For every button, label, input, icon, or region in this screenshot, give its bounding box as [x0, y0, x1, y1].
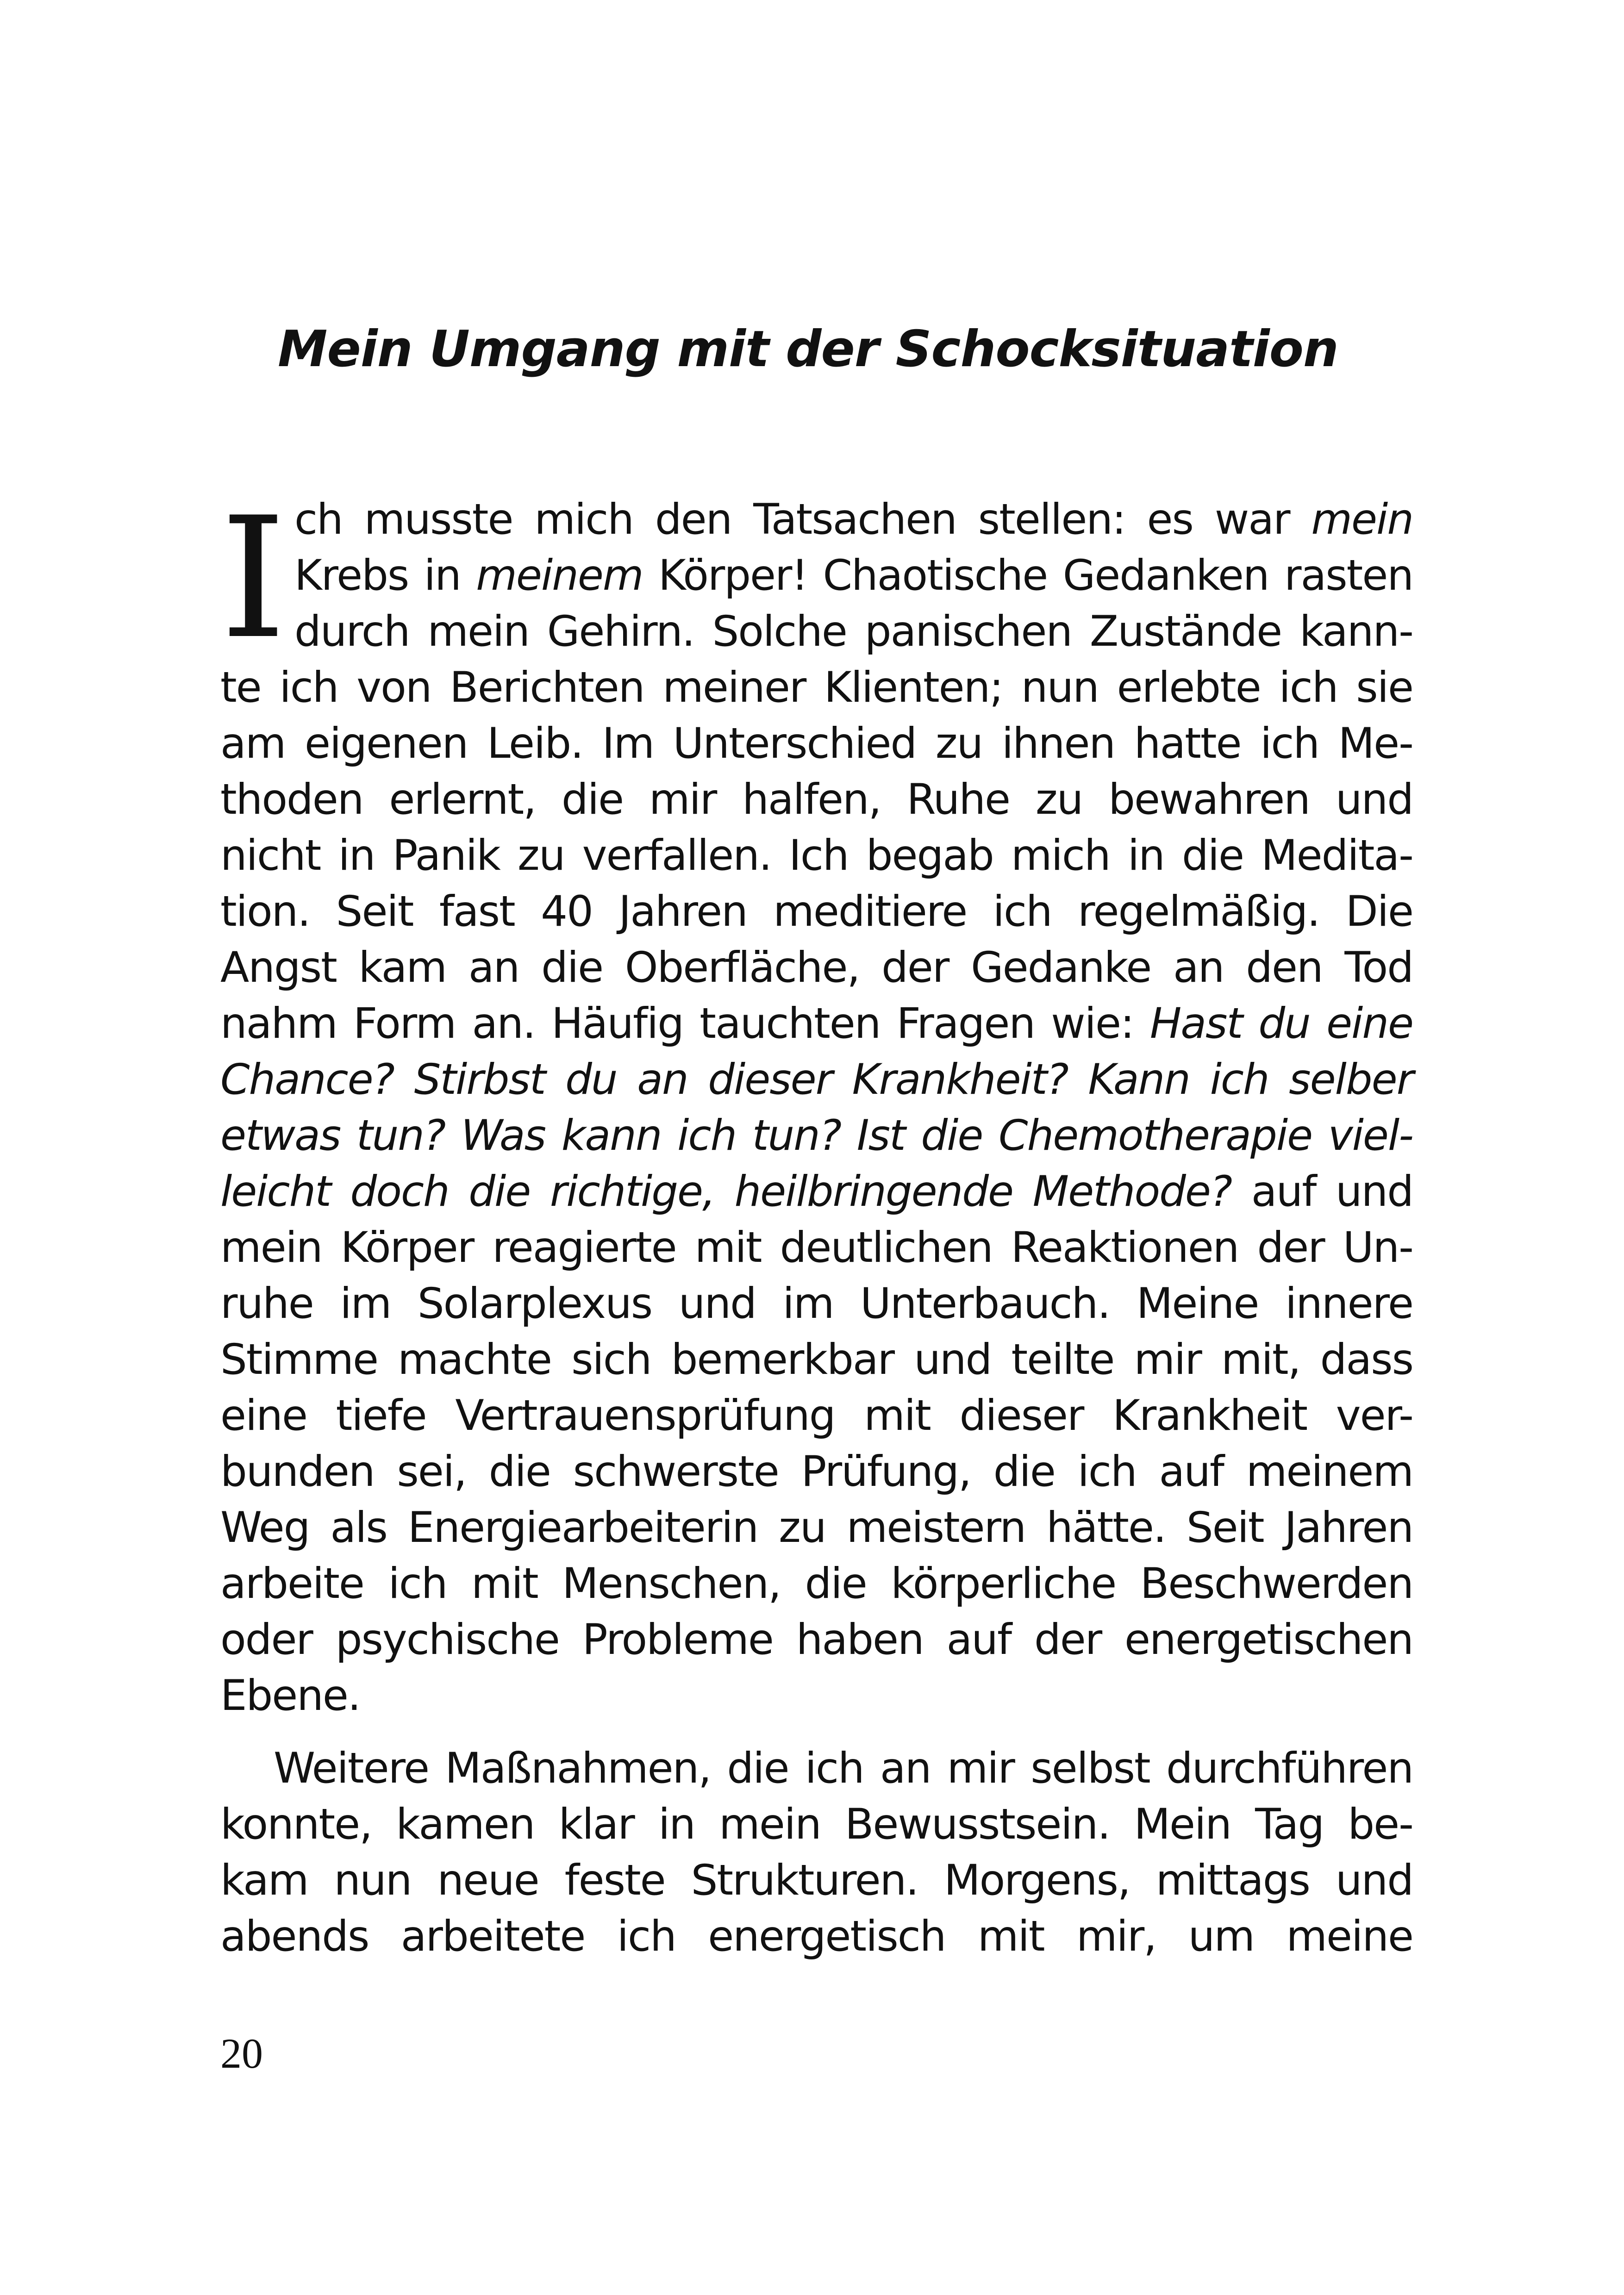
body-text [220, 481, 1413, 1964]
paragraph [220, 1740, 1413, 1964]
text-line [220, 940, 1413, 996]
text-line [220, 548, 1413, 604]
text-line [220, 996, 1413, 1052]
text-run: tion. Seit fast 40 Jahren meditiere ich regelmäßig. Die [220, 887, 1413, 936]
text-line [220, 828, 1413, 884]
text-run: arbeite ich mit Menschen, die körperliche Beschwerden [220, 1559, 1413, 1608]
text-line [220, 1796, 1413, 1852]
italic-text: meinem [476, 551, 643, 600]
text-run: ch musste mich den Tatsachen stellen: es war [294, 495, 1312, 544]
text-run: Weg als Energiearbeiterin zu meistern hätte. Seit Jahren [220, 1503, 1413, 1552]
text-line [220, 492, 1413, 548]
text-line [220, 604, 1413, 660]
paragraph [220, 481, 1413, 1724]
text-line [220, 1740, 1413, 1796]
text-run: abends arbeitete ich energetisch mit mir, um meine [220, 1912, 1413, 1961]
text-line [220, 1556, 1413, 1612]
text-line [220, 1908, 1413, 1964]
chapter-heading: Mein Umgang mit der Schocksituation [278, 320, 1338, 378]
text-run: am eigenen Leib. Im Unterschied zu ihnen hatte ich Me- [220, 719, 1413, 768]
text-run: Ebene. [220, 1671, 360, 1720]
text-line [220, 1332, 1413, 1388]
text-run: Angst kam an die Oberfläche, der Gedanke an den Tod [220, 943, 1413, 992]
text-run: nahm Form an. Häufig tauchten Fragen wie: [220, 999, 1150, 1048]
text-run: Weitere Maßnahmen, die ich an mir selbst durchführen [274, 1744, 1413, 1793]
text-line [220, 1220, 1413, 1276]
text-run: kam nun neue feste Strukturen. Morgens, mittags und [220, 1856, 1413, 1905]
text-run: Körper! Chaotische Gedanken rasten [643, 551, 1413, 600]
text-line [220, 660, 1413, 716]
text-line [220, 716, 1413, 772]
page-number: 20 [220, 2030, 263, 2077]
text-line [220, 1852, 1413, 1908]
italic-text: etwas tun? Was kann ich tun? Ist die Chemotherapie viel- [220, 1111, 1413, 1160]
text-run: durch mein Gehirn. Solche panischen Zustände kann- [294, 607, 1413, 656]
text-line [220, 1164, 1413, 1220]
italic-text: Hast du eine [1149, 999, 1413, 1048]
text-run: Stimme machte sich bemerkbar und teilte mir mit, dass [220, 1335, 1413, 1384]
text-run: oder psychische Probleme haben auf der energetischen [220, 1615, 1413, 1664]
drop-cap: I [220, 481, 287, 675]
paragraph-gap [220, 1724, 1413, 1740]
text-run: thoden erlernt, die mir halfen, Ruhe zu bewahren und [220, 775, 1413, 824]
italic-text: leicht doch die richtige, heilbringende Methode? [220, 1167, 1232, 1216]
text-line [220, 1500, 1413, 1556]
text-run: Krebs in [294, 551, 476, 600]
text-line [220, 1612, 1413, 1668]
text-line [220, 1276, 1413, 1332]
text-run: konnte, kamen klar in mein Bewusstsein. Mein Tag be- [220, 1800, 1413, 1849]
text-line [220, 1388, 1413, 1444]
text-run: te ich von Berichten meiner Klienten; nun erlebte ich sie [220, 663, 1413, 712]
text-line [220, 1668, 1413, 1724]
text-line [220, 1052, 1413, 1108]
text-line [220, 1108, 1413, 1164]
text-line [220, 884, 1413, 940]
text-run: auf und [1231, 1167, 1413, 1216]
text-run: ruhe im Solarplexus und im Unterbauch. Meine innere [220, 1279, 1413, 1328]
text-run: eine tiefe Vertrauensprüfung mit dieser Krankheit ver- [220, 1391, 1413, 1440]
text-run: nicht in Panik zu verfallen. Ich begab mich in die Medita- [220, 831, 1413, 880]
text-run: mein Körper reagierte mit deutlichen Reaktionen der Un- [220, 1223, 1413, 1272]
italic-text: mein [1311, 495, 1413, 544]
text-line [220, 1444, 1413, 1500]
text-run: bunden sei, die schwerste Prüfung, die ich auf meinem [220, 1447, 1413, 1496]
text-line [220, 772, 1413, 828]
italic-text: Chance? Stirbst du an dieser Krankheit? Kann ich selber [220, 1055, 1413, 1104]
